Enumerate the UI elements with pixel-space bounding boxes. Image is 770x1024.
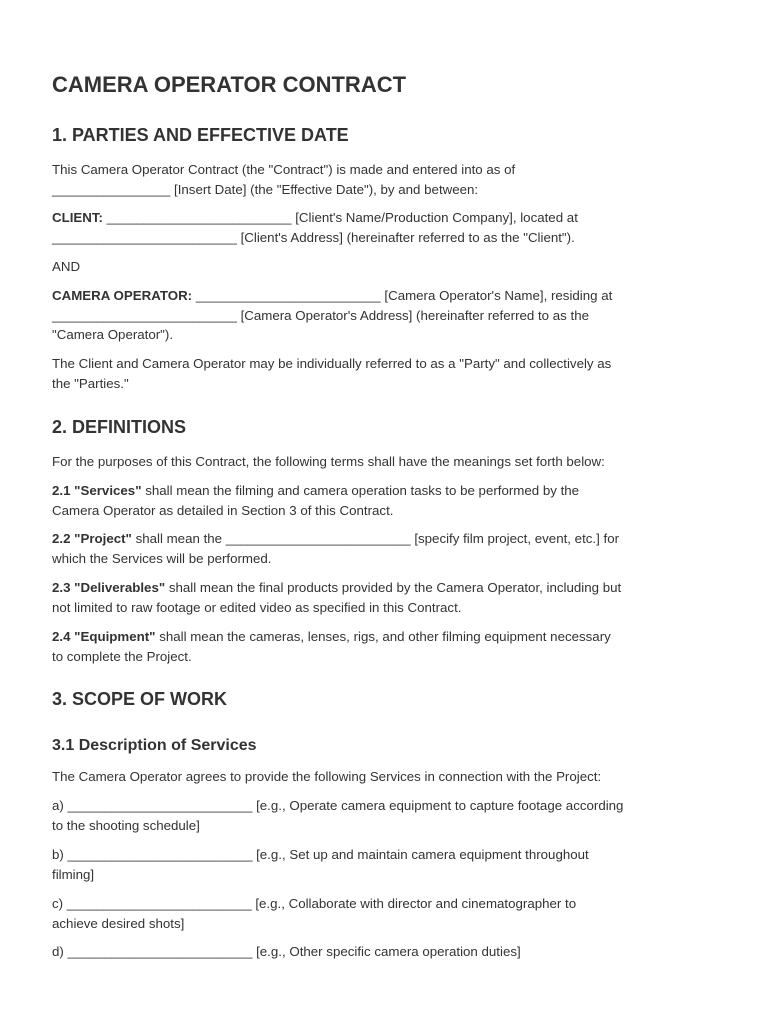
operator-line-3: "Camera Operator"). [52,327,174,343]
definition-services [52,481,579,520]
definition-project [52,529,619,568]
service-item-line: c) _________________________ [e.g., Collaborate with director and cinematographer to [52,896,577,911]
definition-line: shall mean the final products provided by the Camera Operator, including but [165,580,622,595]
operator-clause [52,286,612,345]
service-item-line: a) _________________________ [e.g., Operate camera equipment to capture footage according [52,798,624,813]
section-3-heading: 3. SCOPE OF WORK [52,689,228,709]
service-item-c [52,894,576,933]
definition-term: 2.4 "Equipment" [52,629,156,644]
definition-line: shall mean the cameras, lenses, rigs, and other filming equipment necessary [155,629,611,644]
operator-label: CAMERA OPERATOR: [52,288,193,303]
definition-line: to complete the Project. [52,648,192,664]
definition-term: 2.2 "Project" [52,531,132,546]
client-label: CLIENT: [52,210,103,225]
document-title: CAMERA OPERATOR CONTRACT [52,72,407,97]
operator-line-1: _________________________ [Camera Operator's Name], residing at [192,288,613,303]
client-line-1: _________________________ [Client's Name/Production Company], located at [102,210,578,225]
section-2-intro: For the purposes of this Contract, the following terms shall have the meanings set forth below: [52,454,605,469]
definition-line: Camera Operator as detailed in Section 3 of this Contract. [52,502,394,518]
definition-line: not limited to raw footage or edited video as specified in this Contract. [52,599,462,615]
operator-line-2: _________________________ [Camera Operator's Address] (hereinafter referred to as the [52,307,589,323]
client-clause [52,208,578,247]
service-item-b [52,845,589,884]
section-1-intro [52,160,515,199]
definition-equipment [52,627,611,666]
and-separator: AND [52,259,81,274]
definition-line: shall mean the _________________________ [specify film project, event, etc.] for [131,531,620,546]
definition-term: 2.3 "Deliverables" [52,580,166,595]
service-item-line: b) _________________________ [e.g., Set up and maintain camera equipment throughout [52,847,589,862]
service-item-line: to the shooting schedule] [52,817,200,833]
section-1-intro-line-2: ________________ [Insert Date] (the "Effective Date"), by and between: [52,181,479,197]
definition-deliverables [52,578,621,617]
parties-line-1: The Client and Camera Operator may be individually referred to as a "Party" and collectively as [52,356,612,371]
definition-term: 2.1 "Services" [52,483,142,498]
parties-clause [52,354,611,393]
client-line-2: _________________________ [Client's Address] (hereinafter referred to as the "Client"). [52,229,575,245]
service-item-line: d) _________________________ [e.g., Other specific camera operation duties] [52,944,521,959]
section-3-1-heading: 3.1 Description of Services [52,737,257,754]
service-item-d [52,942,521,962]
service-item-line: filming] [52,866,95,882]
definition-line: shall mean the filming and camera operation tasks to be performed by the [141,483,580,498]
parties-line-2: the "Parties." [52,375,129,391]
section-1-heading: 1. PARTIES AND EFFECTIVE DATE [52,125,349,145]
section-2-heading: 2. DEFINITIONS [52,417,187,437]
service-item-line: achieve desired shots] [52,915,185,931]
section-1-intro-line-1: This Camera Operator Contract (the "Contract") is made and entered into as of [52,162,516,177]
section-3-intro: The Camera Operator agrees to provide the following Services in connection with the Project: [52,769,602,784]
service-item-a [52,796,623,835]
definition-line: which the Services will be performed. [52,550,272,566]
